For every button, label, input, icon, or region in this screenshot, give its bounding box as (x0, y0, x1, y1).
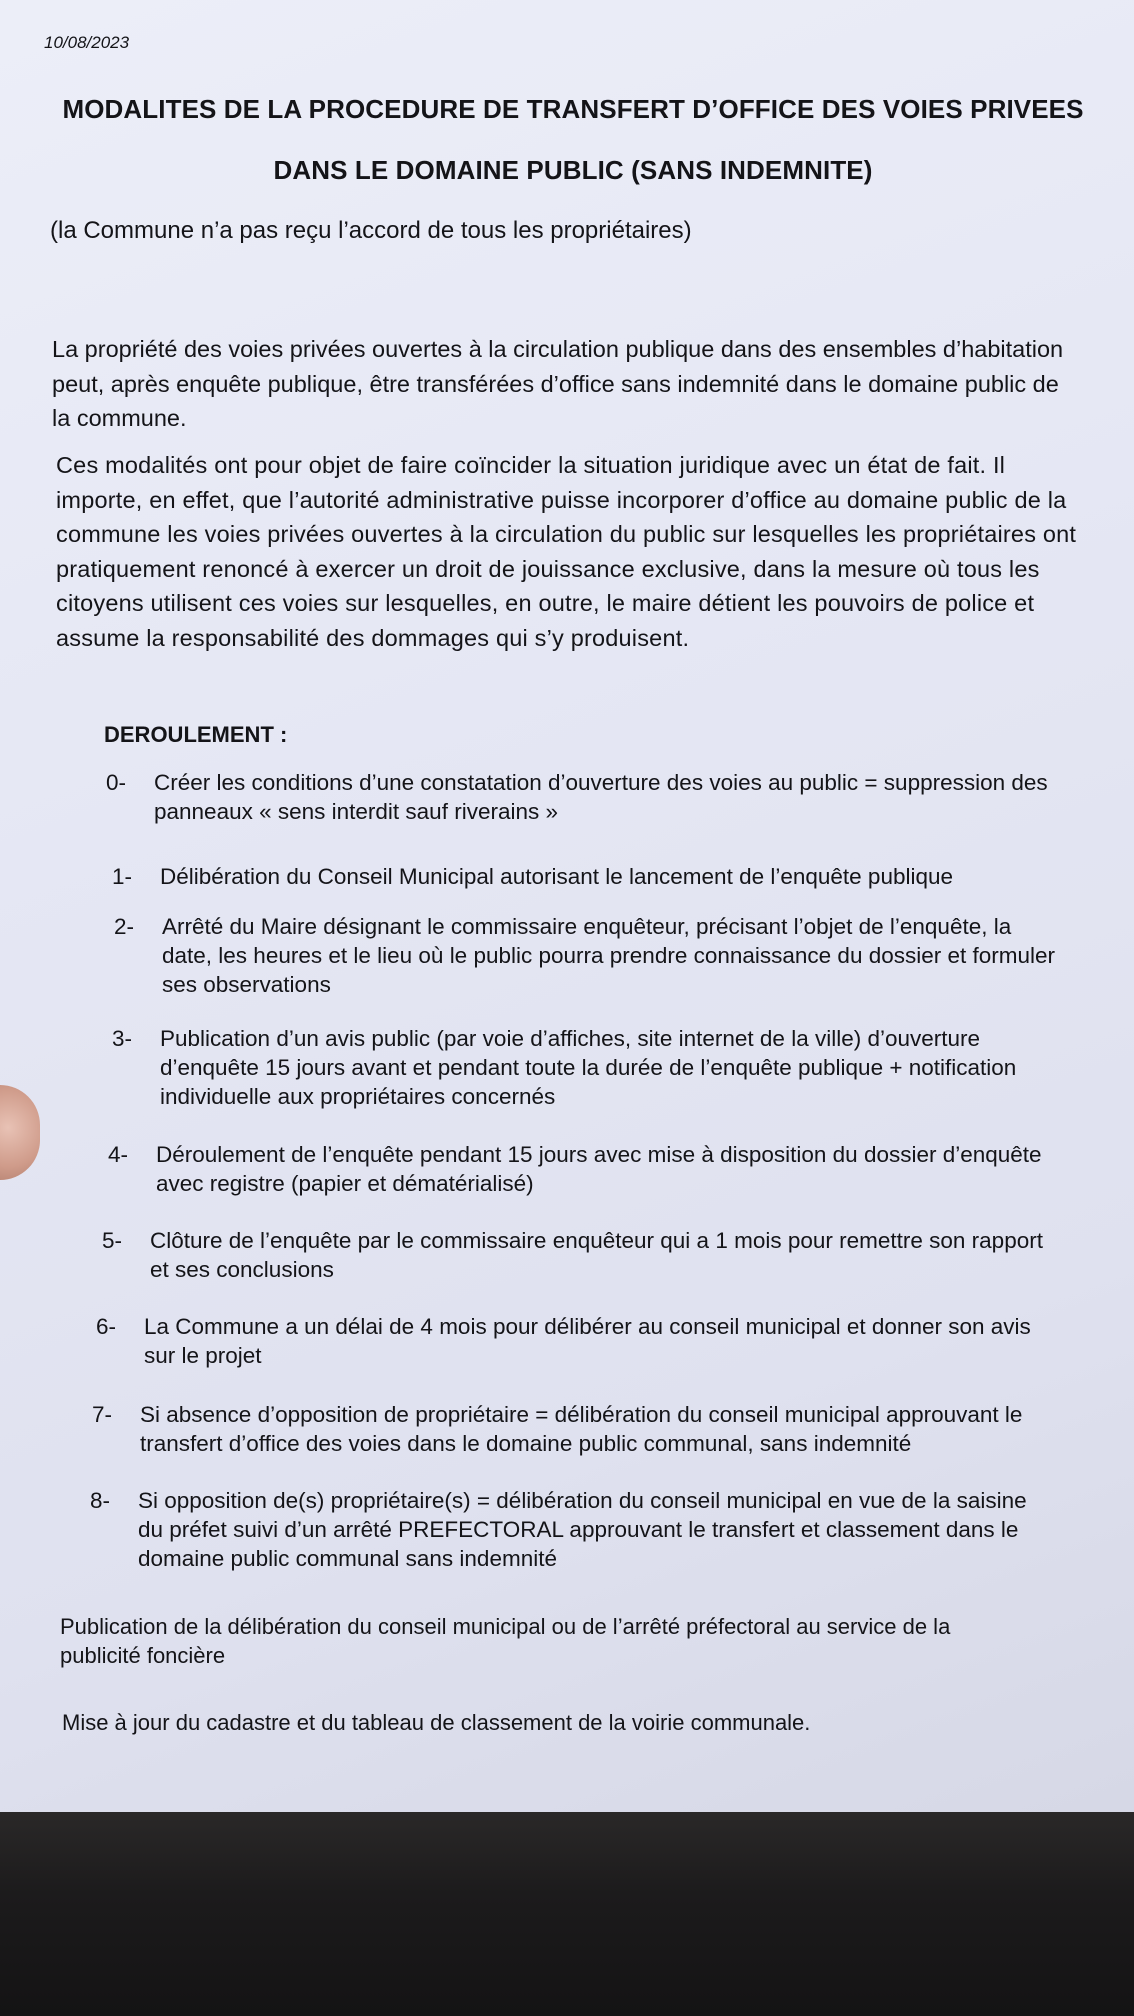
step-text (150, 1226, 1043, 1284)
paragraph-line: la commune. (52, 405, 187, 431)
paragraph-line: assume la responsabilité des dommages qui s’y produisent. (56, 624, 690, 651)
cadastre-update-paragraph: Mise à jour du cadastre et du tableau de classement de la voirie communale. (62, 1710, 811, 1735)
paragraph-line: commune les voies privées ouvertes à la circulation du public sur lesquelles les propriétaires ont (56, 521, 1077, 547)
paragraph-line: importe, en effet, que l’autorité administrative puisse incorporer d’office au domaine public de la (56, 486, 1067, 513)
paragraph-line: pratiquement renoncé à exercer un droit de jouissance exclusive, dans la mesure où tous les (56, 555, 1040, 582)
step-line: du préfet suivi d’un arrêté PREFECTORAL approuvant le transfert et classement dans le (138, 1517, 1019, 1542)
step-number: 2- (114, 914, 135, 939)
step-item-3 (112, 1024, 1016, 1111)
step-line: d’enquête 15 jours avant et pendant toute la durée de l’enquête publique + notification (160, 1055, 1017, 1080)
section-heading: DEROULEMENT : (104, 722, 288, 747)
step-line: Arrêté du Maire désignant le commissaire enquêteur, précisant l’objet de l’enquête, la (162, 914, 1012, 939)
publication-paragraph (60, 1612, 950, 1670)
paragraph-line: La propriété des voies privées ouvertes à la circulation publique dans des ensembles d’habitation (52, 336, 1064, 362)
step-line: Délibération du Conseil Municipal autorisant le lancement de l’enquête publique (160, 864, 954, 889)
document-date: 10/08/2023 (44, 33, 130, 52)
paragraph-line: Publication de la délibération du conseil municipal ou de l’arrêté préfectoral au service de la (60, 1614, 951, 1639)
step-line: sur le projet (144, 1343, 262, 1368)
step-item-5 (102, 1226, 1043, 1284)
paragraph-line: publicité foncière (60, 1643, 226, 1668)
step-line: Créer les conditions d’une constatation d’ouverture des voies au public = suppression des (154, 770, 1048, 795)
step-line: Clôture de l’enquête par le commissaire enquêteur qui a 1 mois pour remettre son rapport (150, 1228, 1043, 1253)
paragraph-line: Ces modalités ont pour objet de faire coïncider la situation juridique avec un état de fait. Il (56, 452, 1006, 478)
step-line: et ses conclusions (150, 1257, 334, 1282)
step-item-6 (96, 1312, 1031, 1370)
document-subtitle: (la Commune n’a pas reçu l’accord de tous les propriétaires) (50, 217, 692, 244)
step-number: 1- (112, 864, 133, 889)
step-line: panneaux « sens interdit sauf riverains » (154, 799, 558, 824)
step-line: avec registre (papier et dématérialisé) (156, 1171, 534, 1196)
step-line: Publication d’un avis public (par voie d’affiches, site internet de la ville) d’ouverture (160, 1026, 981, 1051)
step-line: Déroulement de l’enquête pendant 15 jours avec mise à disposition du dossier d’enquête (156, 1142, 1042, 1167)
step-text (160, 862, 953, 891)
step-line: ses observations (162, 972, 331, 997)
purpose-paragraph (56, 448, 1076, 655)
step-item-4 (108, 1140, 1042, 1198)
intro-paragraph (52, 332, 1063, 436)
step-line: date, les heures et le lieu où le public pourra prendre connaissance du dossier et formuler (162, 943, 1056, 968)
paragraph-line: peut, après enquête publique, être transférées d’office sans indemnité dans le domaine public de (52, 370, 1059, 397)
step-line: Si absence d’opposition de propriétaire = délibération du conseil municipal approuvant le (140, 1402, 1023, 1427)
step-number: 7- (92, 1402, 113, 1427)
step-line: transfert d’office des voies dans le domaine public communal, sans indemnité (140, 1431, 912, 1456)
paragraph-line: citoyens utilisent ces voies sur lesquelles, en outre, le maire détient les pouvoirs de police et (56, 590, 1035, 616)
step-text (162, 912, 1055, 999)
step-item-2 (114, 912, 1055, 999)
step-line: Si opposition de(s) propriétaire(s) = délibération du conseil municipal en vue de la saisine (138, 1488, 1027, 1513)
step-text (138, 1486, 1027, 1573)
dark-background-surface (0, 1812, 1134, 2016)
step-number: 5- (102, 1228, 123, 1253)
step-text (144, 1312, 1031, 1370)
step-item-1 (112, 862, 953, 891)
step-line: individuelle aux propriétaires concernés (160, 1084, 556, 1109)
step-number: 0- (106, 770, 127, 795)
step-item-7 (92, 1400, 1022, 1458)
document-title-line-2: DANS LE DOMAINE PUBLIC (SANS INDEMNITE) (273, 155, 873, 185)
step-text (156, 1140, 1042, 1198)
step-number: 6- (96, 1314, 117, 1339)
step-text (160, 1024, 1016, 1111)
step-item-0 (106, 768, 1048, 826)
step-number: 8- (90, 1488, 111, 1513)
step-text (154, 768, 1048, 826)
step-text (140, 1400, 1022, 1458)
step-line: domaine public communal sans indemnité (138, 1546, 557, 1571)
finger-holding-page (0, 1085, 40, 1180)
step-line: La Commune a un délai de 4 mois pour délibérer au conseil municipal et donner son avis (144, 1314, 1031, 1339)
step-item-8 (90, 1486, 1027, 1573)
step-number: 3- (112, 1026, 133, 1051)
document-title-line-1: MODALITES DE LA PROCEDURE DE TRANSFERT D’OFFICE DES VOIES PRIVEES (62, 94, 1084, 124)
step-number: 4- (108, 1142, 129, 1167)
